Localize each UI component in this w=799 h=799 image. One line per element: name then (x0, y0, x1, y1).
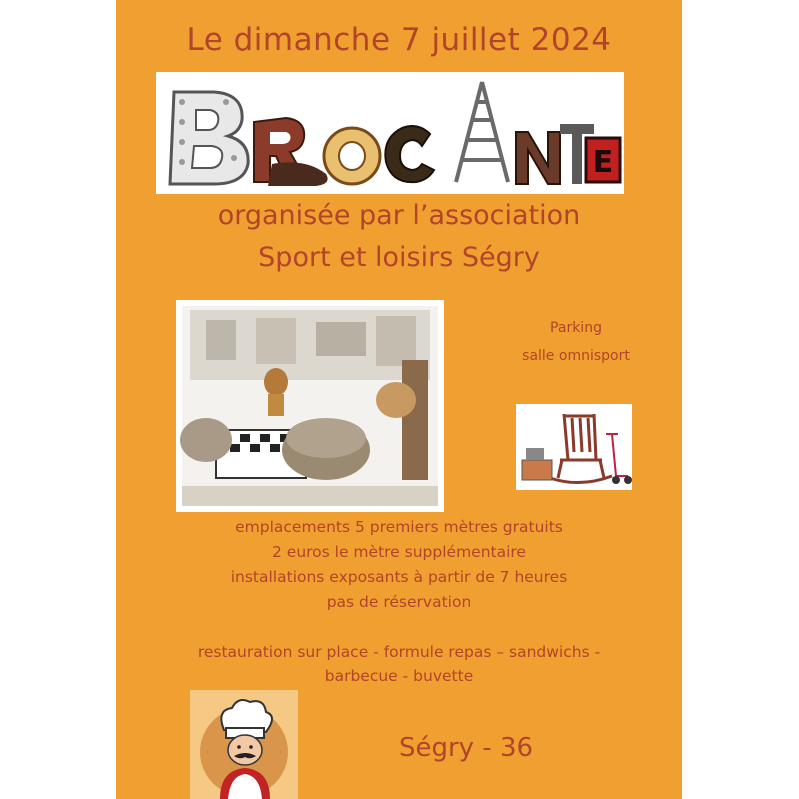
chef-illustration (190, 690, 298, 799)
market-scene-image (176, 300, 444, 512)
food-line-1: restauration sur place - formule repas – sandwichs - (197, 643, 601, 661)
info-line-1: emplacements 5 premiers mètres gratuits (235, 518, 563, 536)
letter-a-ladder (456, 82, 508, 182)
parking-label: Parking (550, 320, 602, 336)
chef-icon (190, 690, 298, 799)
letter-e (586, 138, 620, 182)
svg-text:E: E (592, 145, 614, 180)
letter-o-1 (324, 128, 380, 184)
event-date: Le dimanche 7 juillet 2024 (186, 22, 612, 58)
brocante-poster (116, 0, 682, 799)
letter-n (516, 132, 560, 184)
flea-market-illustration (176, 300, 444, 512)
info-line-3: installations exposants à partir de 7 heures (230, 568, 568, 586)
event-location: Ségry - 36 (398, 733, 534, 763)
letter-b (170, 92, 248, 184)
info-line-4: pas de réservation (326, 593, 472, 611)
brocante-logo (156, 72, 624, 194)
rocking-chair-image (516, 404, 632, 490)
food-line-2: barbecue - buvette (324, 667, 474, 685)
organizer-line-1: organisée par l’association (217, 200, 581, 231)
furniture-image (516, 404, 632, 490)
info-line-2: 2 euros le mètre supplémentaire (272, 543, 526, 561)
organizer-line-2: Sport et loisirs Ségry (258, 242, 540, 273)
letter-c (385, 126, 434, 182)
brocante-banner (156, 72, 624, 194)
parking-location: salle omnisport (522, 348, 630, 364)
letter-r (254, 118, 328, 186)
